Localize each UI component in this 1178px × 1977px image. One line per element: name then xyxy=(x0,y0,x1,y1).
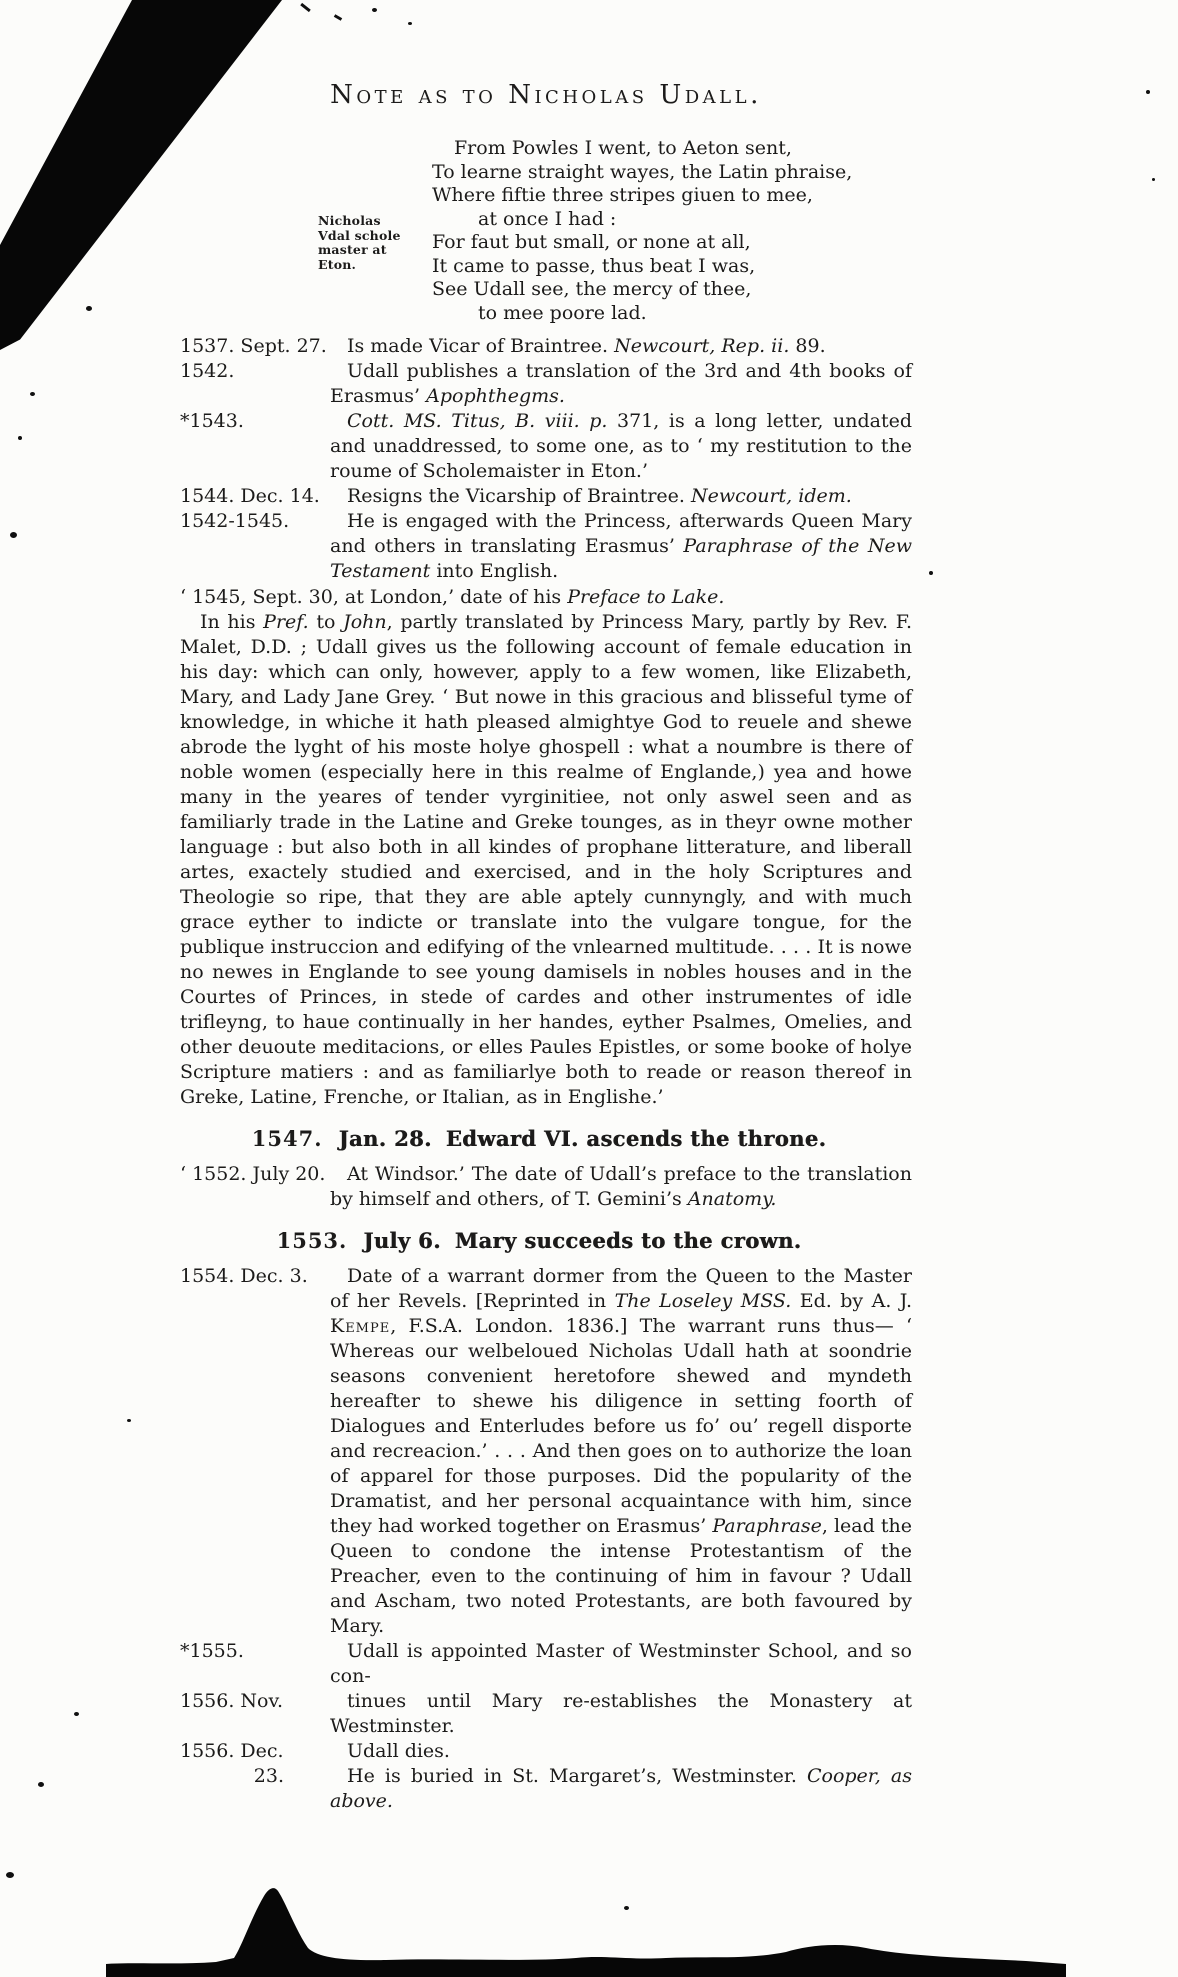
entry-text xyxy=(330,1764,912,1814)
scan-speck xyxy=(1152,178,1155,181)
entry-date: 1544. Dec. 14. xyxy=(180,485,320,507)
chronology-entry xyxy=(180,1689,912,1739)
scan-speck xyxy=(929,571,933,575)
entry-date: 1554. Dec. 3. xyxy=(180,1265,308,1287)
entry-text xyxy=(330,409,912,484)
text-segment: , partly translated by Princess Mary, partly by Rev. F. Malet, D.D. ; Udall gives us the following account of female education in his day: which can only, however, apply to a few women, like Elizabeth, Mary, and Lady Jane Grey. ‘ But nowe in this gracious and blisseful tyme of knowledge, in whiche it hath pleased almightye God to reuele and shewe abrode the lyght of his moste holye ghospell : what a noumbre is there of noble women (especially here in this realme of Englande,) yea and howe many in the yeares of tender vyrginitiee, not only aswel seen and as familiarly trade in the Latine and Greke tounges, as in theyr owne mother language : but also both in all kindes of prophane litterature, and liberall artes, exactely studied and exercised, and in the holy Scriptures and Theologie so ripe, that they are able aptely cunnyngly, and with much grace eyther to indicte or translate into the vulgare tongue, for the publique instruccion and edifying of the vnlearned multitude. . . . It is nowe no newes in Englande to see young damisels in nobles houses and in the Courtes of Princes, in stede of cardes and other instrumentes of idle trifleyng, to haue continually in her handes, eyther Psalmes, Omelies, and other deuoute meditacions, or elles Paules Epistles, or some booke of holye Scripture matiers : and as familiarlye both to reade or reason thereof in Greke, Latine, Frenche, or Italian, as in Englishe.’ xyxy=(180,611,913,1108)
text-segment-italic: Newcourt, idem. xyxy=(691,485,852,507)
female-education-paragraph xyxy=(180,610,912,1110)
heading-year: 1547. xyxy=(251,1126,323,1151)
chronology-list xyxy=(180,1264,912,1814)
text-segment: , lead the Queen to condone the intense Protestantism of the Preacher, even to the continuing of him in favour ? Udall and Ascham, two noted Protestants, are both favoured by Mary. xyxy=(330,1515,913,1637)
preface-date-line xyxy=(180,585,912,610)
scan-speck xyxy=(18,436,22,440)
text-segment: Ed. by A. J. xyxy=(791,1290,912,1312)
text-segment-italic: Newcourt, Rep. ii. xyxy=(614,335,790,357)
text-segment-italic: Cott. MS. Titus, B. viii. p. xyxy=(347,410,608,432)
entry-date: 1537. Sept. 27. xyxy=(180,335,327,357)
poem-line: From Powles I went, to Aeton sent, xyxy=(454,137,792,159)
scan-speck xyxy=(1146,90,1150,94)
page-title: Note as to Nicholas Udall. xyxy=(330,80,762,110)
chronology-entry xyxy=(180,409,912,484)
scan-speck xyxy=(30,392,35,396)
margin-note: Nicholas Vdal schole master at Eton. xyxy=(318,213,401,272)
entry-text xyxy=(330,509,912,584)
entry-date: 1556. Dec. xyxy=(180,1740,284,1762)
text-segment-italic: The Loseley MSS. xyxy=(614,1290,792,1312)
text-segment-italic: Paraphrase of the New Testament xyxy=(330,535,913,582)
entry-text xyxy=(330,359,912,409)
poem-line: For faut but small, or none at all, xyxy=(432,231,751,253)
poem-line: Where fiftie three stripes giuen to mee, xyxy=(432,184,813,206)
chronology-list xyxy=(180,1162,912,1212)
scan-speck xyxy=(127,1419,131,1422)
entry-text xyxy=(330,1689,912,1739)
scan-speck xyxy=(10,532,17,538)
chronology-entry xyxy=(180,1162,912,1212)
poem xyxy=(432,137,912,325)
text-segment: In his xyxy=(200,611,264,633)
text-segment: 89. xyxy=(789,335,826,357)
scan-artifact-bottom-strip xyxy=(106,1885,1066,1977)
text-segment: Date of a warrant dormer from the Queen to the Master of her Revels. [Reprinted in xyxy=(330,1265,912,1312)
text-segment-smallcaps: Kempe xyxy=(330,1315,391,1337)
entry-text xyxy=(330,1162,912,1212)
entry-date: 23. xyxy=(253,1765,284,1787)
chronology-entry xyxy=(180,509,912,584)
heading-date: July 6. xyxy=(363,1228,441,1253)
text-segment: He is buried in St. Margaret’s, Westminster. xyxy=(347,1765,807,1787)
chronology-entry xyxy=(180,359,912,409)
reign-heading-1547 xyxy=(180,1126,912,1151)
chronology-entry xyxy=(180,334,912,359)
poem-line: It came to passe, thus beat I was, xyxy=(432,254,756,277)
chronology-entry xyxy=(180,1764,912,1814)
text-segment-italic: Cooper, as above. xyxy=(330,1765,912,1812)
text-segment: Udall publishes a translation of the 3rd and 4th books of Erasmus’ xyxy=(330,360,912,407)
poem-section xyxy=(180,137,912,325)
entry-date: ‘ 1552. July 20. xyxy=(180,1163,326,1185)
text-segment: tinues until Mary re-establishes the Monastery at Westminster. xyxy=(330,1690,912,1737)
chronology-entry xyxy=(180,1264,912,1639)
entry-date: *1543. xyxy=(180,410,244,432)
entry-text xyxy=(330,1739,912,1764)
heading-text: Mary succeeds to the crown. xyxy=(454,1228,802,1253)
chronology-entry xyxy=(180,1639,912,1689)
text-segment-italic: Preface to Lake. xyxy=(567,586,725,608)
text-segment: to xyxy=(308,611,344,633)
entry-date: 1542. xyxy=(180,360,235,382)
scan-speck xyxy=(74,1712,79,1716)
heading-date: Jan. 28. xyxy=(338,1126,432,1151)
scan-speck xyxy=(6,1872,14,1878)
heading-text: Edward VI. ascends the throne. xyxy=(445,1126,827,1151)
chronology-entry xyxy=(180,484,912,509)
text-segment: Is made Vicar of Braintree. xyxy=(347,335,615,357)
heading-year: 1553. xyxy=(276,1228,348,1253)
text-segment: Udall is appointed Master of Westminster School, and so con- xyxy=(330,1640,912,1687)
text-segment: Resigns the Vicarship of Braintree. xyxy=(347,485,691,507)
page-content xyxy=(180,0,912,1814)
text-segment: into English. xyxy=(430,560,559,582)
text-segment: At Windsor.’ The date of Udall’s preface to the translation by himself and others, of T. Gemini’s xyxy=(330,1163,912,1210)
text-segment-italic: John xyxy=(343,611,387,633)
text-segment-italic: Apophthegms. xyxy=(426,385,565,407)
scan-speck xyxy=(86,306,92,311)
entry-date: 1556. Nov. xyxy=(180,1690,284,1712)
poem-line: To learne straight wayes, the Latin phraise, xyxy=(432,160,853,183)
scan-speck xyxy=(38,1782,44,1787)
reign-heading-1553 xyxy=(180,1228,912,1253)
chronology-entry xyxy=(180,1739,912,1764)
entry-text xyxy=(330,1264,912,1639)
text-segment: 371, is a long letter, undated and unaddressed, to some one, as to ‘ my restitution to the roume of Scholemaister in Eton.’ xyxy=(330,410,912,482)
text-segment-italic: Anatomy. xyxy=(687,1188,777,1210)
poem-line: at once I had : xyxy=(478,207,617,230)
text-segment-italic: Paraphrase xyxy=(712,1515,822,1537)
text-segment: Udall dies. xyxy=(347,1740,450,1762)
entry-text xyxy=(330,1639,912,1689)
text-segment: ‘ 1545, Sept. 30, at London,’ date of his xyxy=(180,586,568,608)
entry-date: *1555. xyxy=(180,1640,244,1662)
entry-text xyxy=(330,334,912,359)
text-segment: He is engaged with the Princess, afterwards Queen Mary and others in translating Erasmus’ xyxy=(330,510,912,557)
poem-line: See Udall see, the mercy of thee, xyxy=(432,278,752,300)
entry-text xyxy=(330,484,912,509)
poem-line: to mee poore lad. xyxy=(478,301,647,324)
chronology-list xyxy=(180,334,912,584)
text-segment-italic: Pref. xyxy=(263,611,309,633)
text-segment: , F.S.A. London. 1836.] The warrant runs thus— ‘ Whereas our welbeloued Nicholas Udall hath at soondrie seasons convenient heretofore shewed and myndeth hereafter to shewe his diligence in setting foorth of Dialogues and Enterludes before us fo’ ou’ regell disporte and recreacion.’ . . . And then goes on to authorize the loan of apparel for those purposes. Did the popularity of the Dramatist, and her personal acquaintance with him, since they had worked together on Erasmus’ xyxy=(330,1315,912,1537)
entry-date: 1542-1545. xyxy=(180,510,290,532)
